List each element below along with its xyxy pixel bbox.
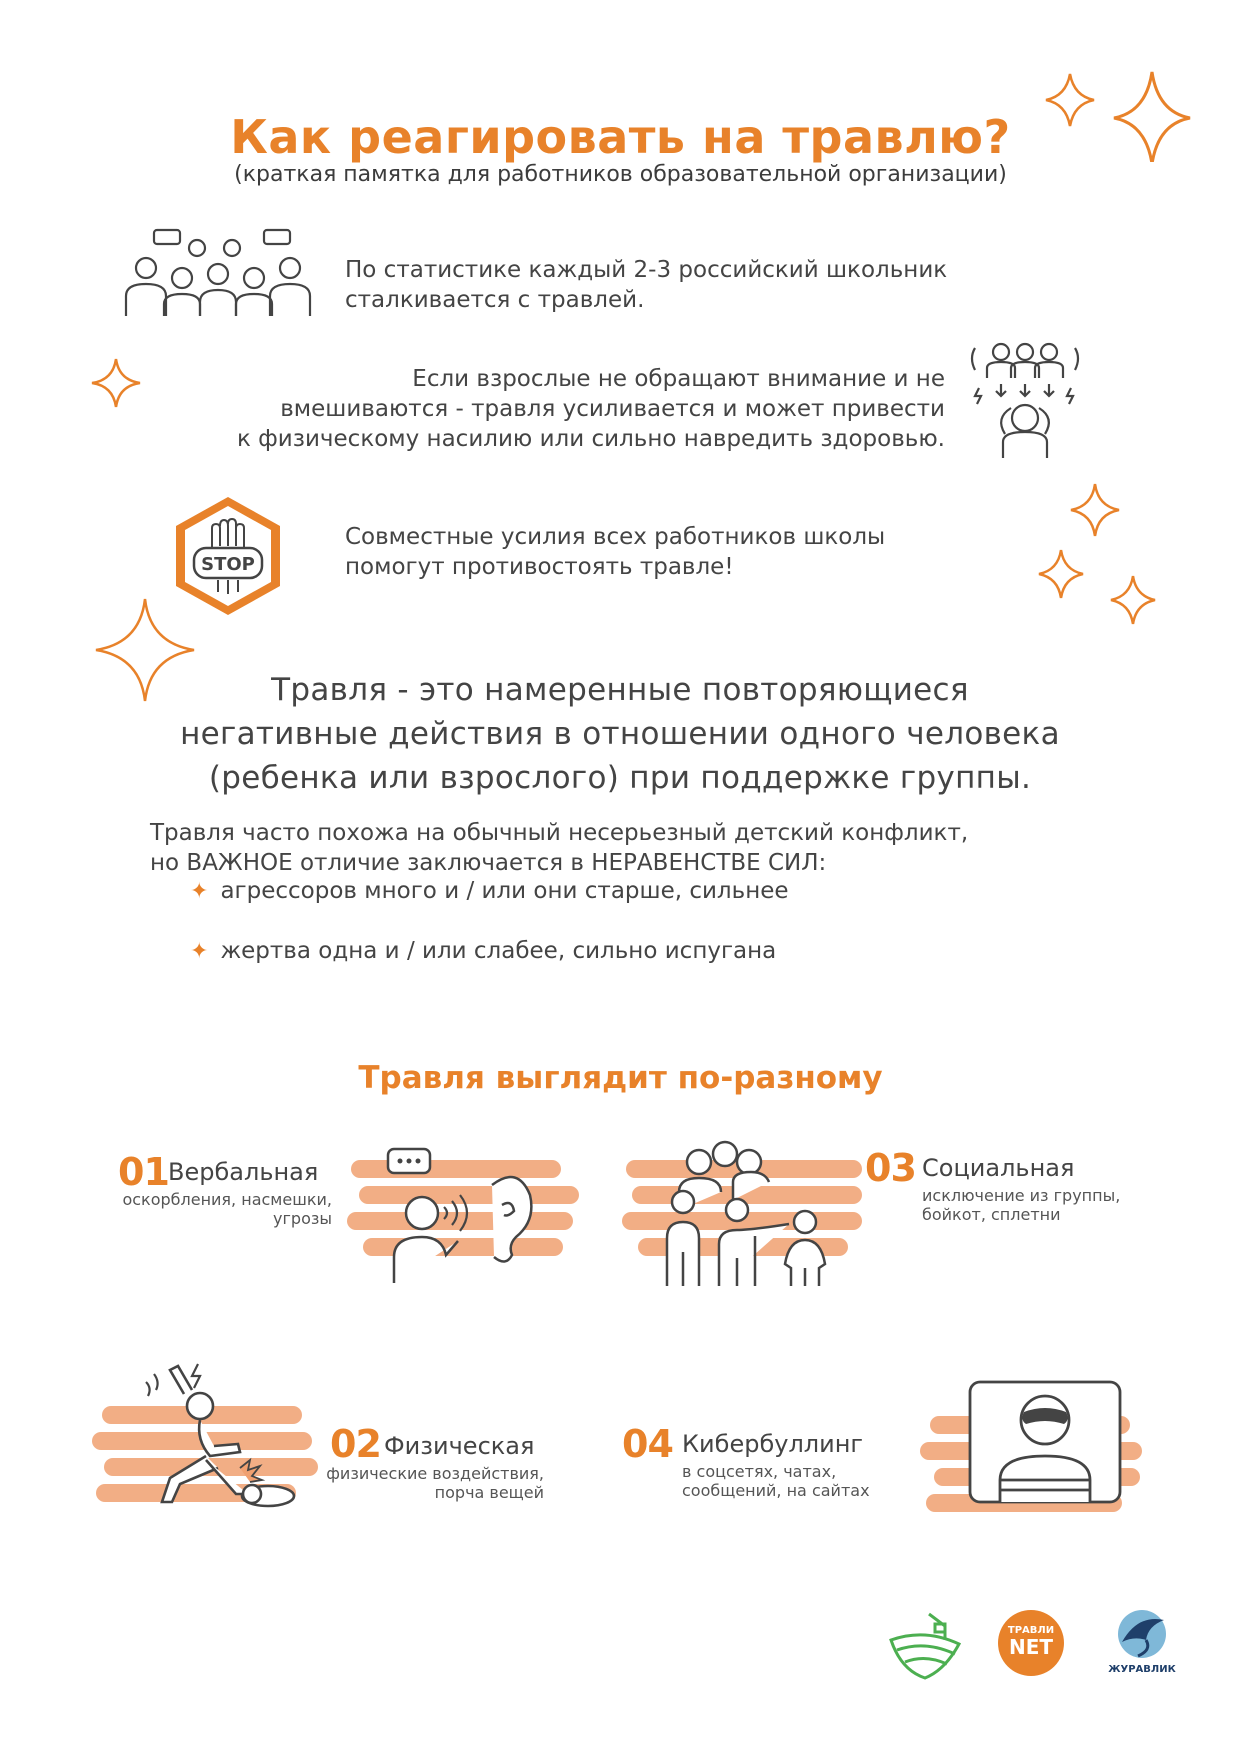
definition: Травля - это намеренные повторяющиеся негативные действия в отношении одного человека (ребенка или взрослого) при поддержке группы. xyxy=(180,672,1060,796)
type-number: 01 xyxy=(118,1150,169,1194)
stop-sign-text: STOP xyxy=(201,554,255,575)
verbal-bullying-icon xyxy=(380,1145,560,1285)
intro-text: Травля часто похожа на обычный несерьезный детский конфликт, но ВАЖНОЕ отличие заключается в НЕРАВЕНСТВЕ СИЛ: xyxy=(150,820,969,876)
social-bullying-icon xyxy=(655,1140,855,1290)
crane-logo-text: ЖУРАВЛИК xyxy=(1108,1664,1176,1675)
star-bullet-icon: ✦ xyxy=(190,938,209,964)
sparkle-icon xyxy=(1035,480,1185,640)
type-description: в соцсетях, чатах, сообщений, на сайтах xyxy=(682,1462,870,1500)
section-title: Травля выглядит по-разному xyxy=(358,1060,883,1096)
page-subtitle: (краткая памятка для работников образовательной организации) xyxy=(234,162,1007,187)
crane-logo xyxy=(1108,1606,1176,1662)
pressure-icon xyxy=(965,338,1085,460)
type-description: исключение из группы, бойкот, сплетни xyxy=(922,1186,1121,1224)
list-item: ✦ жертва одна и / или слабее, сильно испугана xyxy=(190,938,777,964)
type-name: Вербальная xyxy=(168,1158,319,1186)
type-number: 02 xyxy=(330,1422,381,1466)
type-name: Физическая xyxy=(384,1432,535,1460)
type-number: 03 xyxy=(865,1146,916,1190)
stop-sign-icon xyxy=(172,494,284,618)
cyberbullying-icon xyxy=(960,1376,1130,1526)
green-house-logo xyxy=(885,1610,965,1682)
type-description: физические воздействия, порча вещей xyxy=(326,1464,544,1502)
travli-net-logo: ТРАВЛИ NET xyxy=(998,1610,1064,1676)
type-number: 04 xyxy=(622,1422,673,1466)
page-title: Как реагировать на травлю? xyxy=(230,110,1011,164)
fact-text: Совместные усилия всех работников школы помогут противостоять травле! xyxy=(345,524,886,580)
crowd-icon xyxy=(120,226,320,318)
fact-text: По статистике каждый 2-3 российский школьник сталкивается с травлей. xyxy=(345,257,948,313)
list-item: ✦ агрессоров много и / или они старше, сильнее xyxy=(190,878,789,904)
fact-text: Если взрослые не обращают внимание и не вмешиваются - травля усиливается и может привести к физическому насилию или сильно навредить здоровью. xyxy=(236,366,945,452)
type-description: оскорбления, насмешки, угрозы xyxy=(122,1190,332,1228)
type-name: Социальная xyxy=(922,1154,1075,1182)
star-bullet-icon: ✦ xyxy=(190,878,209,904)
type-name: Кибербуллинг xyxy=(682,1430,864,1458)
